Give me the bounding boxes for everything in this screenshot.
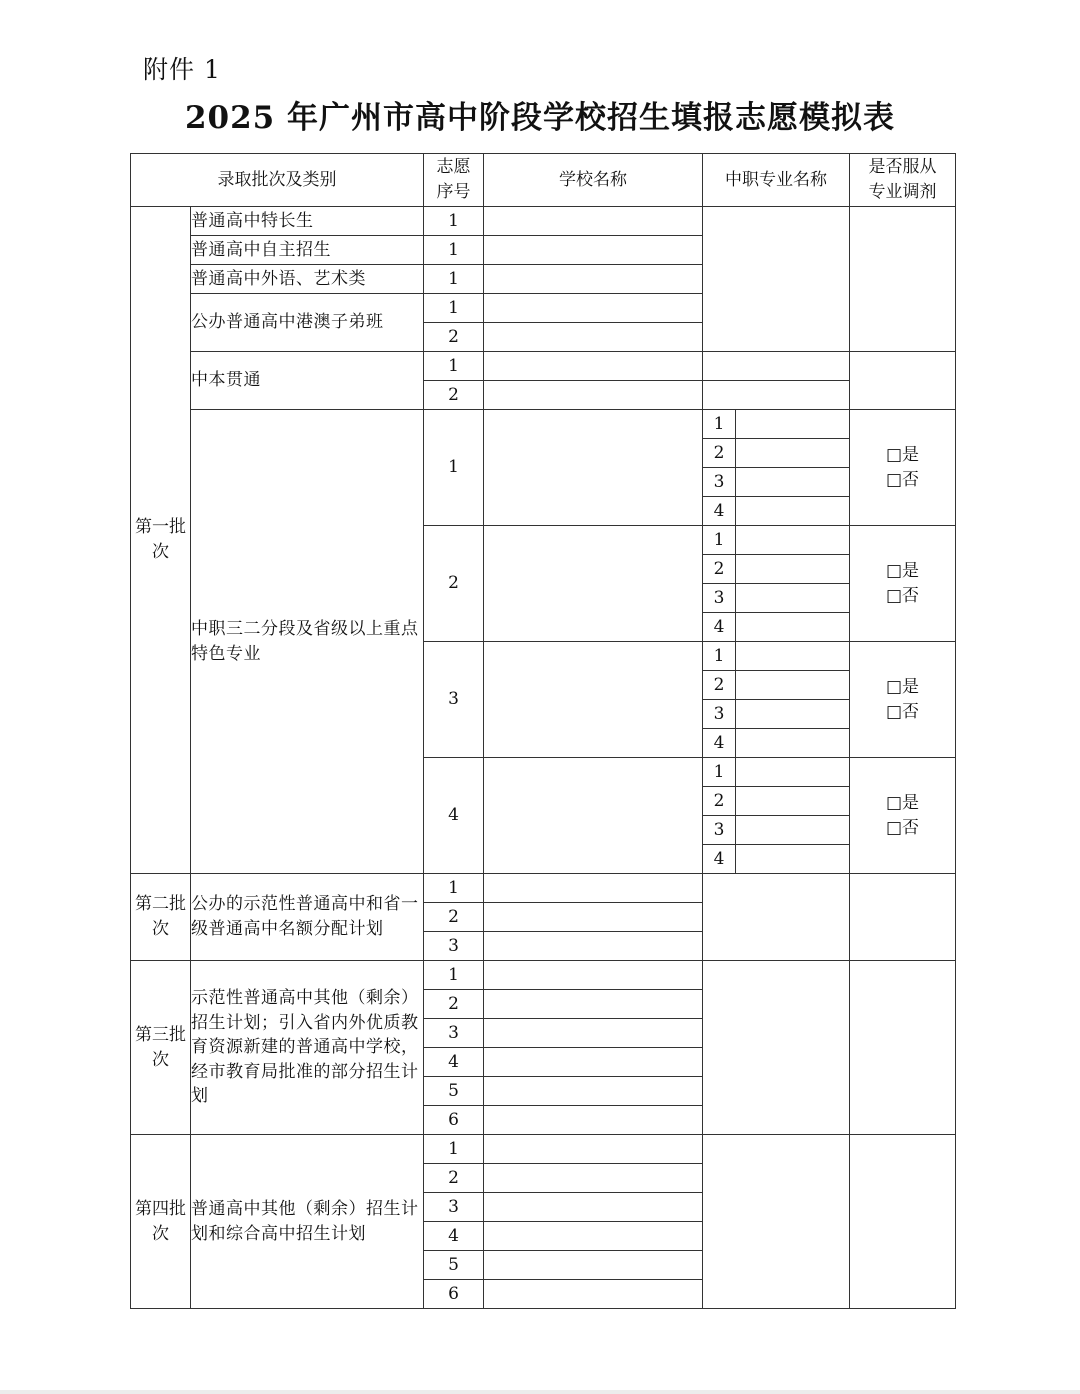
major-name-cell[interactable] <box>736 468 850 497</box>
school-name-cell[interactable] <box>484 236 703 265</box>
major-number: 1 <box>703 526 736 555</box>
category-language-art: 普通高中外语、艺术类 <box>191 265 424 294</box>
adjust-cell <box>850 207 956 352</box>
major-number: 4 <box>703 613 736 642</box>
major-name-cell <box>703 961 850 1135</box>
school-name-cell[interactable] <box>484 932 703 961</box>
major-number: 4 <box>703 845 736 874</box>
category-mid-undergrad: 中本贯通 <box>191 352 424 410</box>
table-row <box>131 410 956 439</box>
major-name-cell[interactable] <box>736 497 850 526</box>
major-number: 4 <box>703 497 736 526</box>
school-name-cell[interactable] <box>484 323 703 352</box>
school-name-cell[interactable] <box>484 1222 703 1251</box>
choice-number: 2 <box>424 1164 484 1193</box>
choice-number: 4 <box>424 1048 484 1077</box>
choice-number: 2 <box>424 381 484 410</box>
header-accept-adjust-line1: 是否服从 <box>868 157 937 178</box>
choice-number: 2 <box>424 323 484 352</box>
choice-number: 1 <box>424 874 484 903</box>
table-row <box>131 961 956 990</box>
school-name-cell[interactable] <box>484 352 703 381</box>
major-name-cell[interactable] <box>736 816 850 845</box>
adjust-options <box>850 526 956 642</box>
choice-number: 1 <box>424 1135 484 1164</box>
choice-number: 2 <box>424 990 484 1019</box>
major-number: 1 <box>703 642 736 671</box>
adjust-yes-checkbox[interactable]: □是 <box>885 792 920 813</box>
choice-number: 4 <box>424 758 484 874</box>
major-number: 4 <box>703 729 736 758</box>
application-form-table <box>130 153 956 1309</box>
major-number: 1 <box>703 410 736 439</box>
choice-number: 5 <box>424 1251 484 1280</box>
table-row <box>131 874 956 903</box>
major-name-cell[interactable] <box>736 671 850 700</box>
school-name-cell[interactable] <box>484 1077 703 1106</box>
header-batch-category: 录取批次及类别 <box>131 154 424 207</box>
header-row <box>131 154 956 207</box>
choice-number: 6 <box>424 1280 484 1309</box>
choice-number: 2 <box>424 903 484 932</box>
page-bottom-edge <box>0 1390 1080 1394</box>
choice-number: 2 <box>424 526 484 642</box>
choice-number: 3 <box>424 642 484 758</box>
page-title: 2025 年广州市高中阶段学校招生填报志愿模拟表 <box>184 100 896 136</box>
header-choice-no-line2: 序号 <box>436 182 471 202</box>
adjust-options <box>850 410 956 526</box>
school-name-cell[interactable] <box>484 526 703 642</box>
batch-third: 第三批次 <box>131 961 191 1135</box>
choice-number: 3 <box>424 932 484 961</box>
category-autonomous: 普通高中自主招生 <box>191 236 424 265</box>
major-name-cell <box>703 1135 850 1309</box>
adjust-options <box>850 758 956 874</box>
choice-number: 1 <box>424 207 484 236</box>
adjust-yes-checkbox[interactable]: □是 <box>885 560 920 581</box>
major-name-cell[interactable] <box>736 439 850 468</box>
school-name-cell[interactable] <box>484 1019 703 1048</box>
major-name-cell[interactable] <box>736 845 850 874</box>
major-name-cell[interactable] <box>736 526 850 555</box>
school-name-cell[interactable] <box>484 961 703 990</box>
major-name-cell[interactable] <box>736 787 850 816</box>
choice-number: 1 <box>424 294 484 323</box>
category-specialty: 普通高中特长生 <box>191 207 424 236</box>
major-number: 1 <box>703 758 736 787</box>
choice-number: 5 <box>424 1077 484 1106</box>
category-vocational: 中职三二分段及省级以上重点特色专业 <box>191 410 424 874</box>
header-choice-no <box>424 154 484 207</box>
choice-number: 4 <box>424 1222 484 1251</box>
major-name-cell[interactable] <box>736 584 850 613</box>
major-number: 3 <box>703 468 736 497</box>
school-name-cell[interactable] <box>484 990 703 1019</box>
major-name-cell <box>703 207 850 352</box>
header-accept-adjust-line2: 专业调剂 <box>868 182 937 202</box>
category-fourth-plan: 普通高中其他（剩余）招生计划和综合高中招生计划 <box>191 1135 424 1309</box>
major-number: 3 <box>703 816 736 845</box>
school-name-cell[interactable] <box>484 1106 703 1135</box>
header-choice-no-line1: 志愿 <box>436 157 471 178</box>
choice-number: 1 <box>424 352 484 381</box>
major-name-cell[interactable] <box>736 729 850 758</box>
major-name-cell[interactable] <box>736 642 850 671</box>
major-name-cell <box>703 874 850 961</box>
major-number: 3 <box>703 584 736 613</box>
adjust-cell <box>850 352 956 410</box>
school-name-cell[interactable] <box>484 1164 703 1193</box>
adjust-no-checkbox[interactable]: □否 <box>885 469 920 490</box>
school-name-cell[interactable] <box>484 874 703 903</box>
school-name-cell[interactable] <box>484 1048 703 1077</box>
school-name-cell[interactable] <box>484 903 703 932</box>
category-quota: 公办的示范性普通高中和省一级普通高中名额分配计划 <box>191 874 424 961</box>
choice-number: 3 <box>424 1019 484 1048</box>
major-name-cell[interactable] <box>736 758 850 787</box>
choice-number: 1 <box>424 961 484 990</box>
major-name-cell[interactable] <box>736 410 850 439</box>
batch-first: 第一批次 <box>131 207 191 874</box>
school-name-cell[interactable] <box>484 294 703 323</box>
adjust-cell <box>850 961 956 1135</box>
choice-number: 3 <box>424 1193 484 1222</box>
choice-number: 1 <box>424 236 484 265</box>
batch-second: 第二批次 <box>131 874 191 961</box>
major-number: 2 <box>703 787 736 816</box>
school-name-cell[interactable] <box>484 1135 703 1164</box>
table-row <box>131 1135 956 1164</box>
table-row <box>131 207 956 236</box>
major-number: 2 <box>703 555 736 584</box>
header-accept-adjust <box>850 154 956 207</box>
major-number: 3 <box>703 700 736 729</box>
major-name-cell[interactable] <box>703 352 850 381</box>
category-hk-macau: 公办普通高中港澳子弟班 <box>191 294 424 352</box>
adjust-cell <box>850 874 956 961</box>
school-name-cell[interactable] <box>484 758 703 874</box>
school-name-cell[interactable] <box>484 1251 703 1280</box>
school-name-cell[interactable] <box>484 1193 703 1222</box>
adjust-no-checkbox[interactable]: □否 <box>885 585 920 606</box>
major-name-cell[interactable] <box>736 555 850 584</box>
school-name-cell[interactable] <box>484 265 703 294</box>
school-name-cell[interactable] <box>484 1280 703 1309</box>
adjust-options <box>850 642 956 758</box>
category-third-plan: 示范性普通高中其他（剩余）招生计划；引入省内外优质教育资源新建的普通高中学校，经市教育局批准的部分招生计划 <box>191 961 424 1135</box>
school-name-cell[interactable] <box>484 642 703 758</box>
choice-number: 6 <box>424 1106 484 1135</box>
school-name-cell[interactable] <box>484 207 703 236</box>
header-major-name: 中职专业名称 <box>703 154 850 207</box>
table-row <box>131 352 956 381</box>
choice-number: 1 <box>424 265 484 294</box>
school-name-cell[interactable] <box>484 410 703 526</box>
attachment-label: 附件 1 <box>143 55 221 84</box>
major-name-cell[interactable] <box>736 613 850 642</box>
choice-number: 1 <box>424 410 484 526</box>
adjust-cell <box>850 1135 956 1309</box>
school-name-cell[interactable] <box>484 381 703 410</box>
major-number: 2 <box>703 671 736 700</box>
header-school-name: 学校名称 <box>484 154 703 207</box>
adjust-no-checkbox[interactable]: □否 <box>885 817 920 838</box>
adjust-yes-checkbox[interactable]: □是 <box>885 444 920 465</box>
adjust-yes-checkbox[interactable]: □是 <box>885 676 920 697</box>
major-number: 2 <box>703 439 736 468</box>
adjust-no-checkbox[interactable]: □否 <box>885 701 920 722</box>
batch-fourth: 第四批次 <box>131 1135 191 1309</box>
major-name-cell[interactable] <box>736 700 850 729</box>
major-name-cell[interactable] <box>703 381 850 410</box>
